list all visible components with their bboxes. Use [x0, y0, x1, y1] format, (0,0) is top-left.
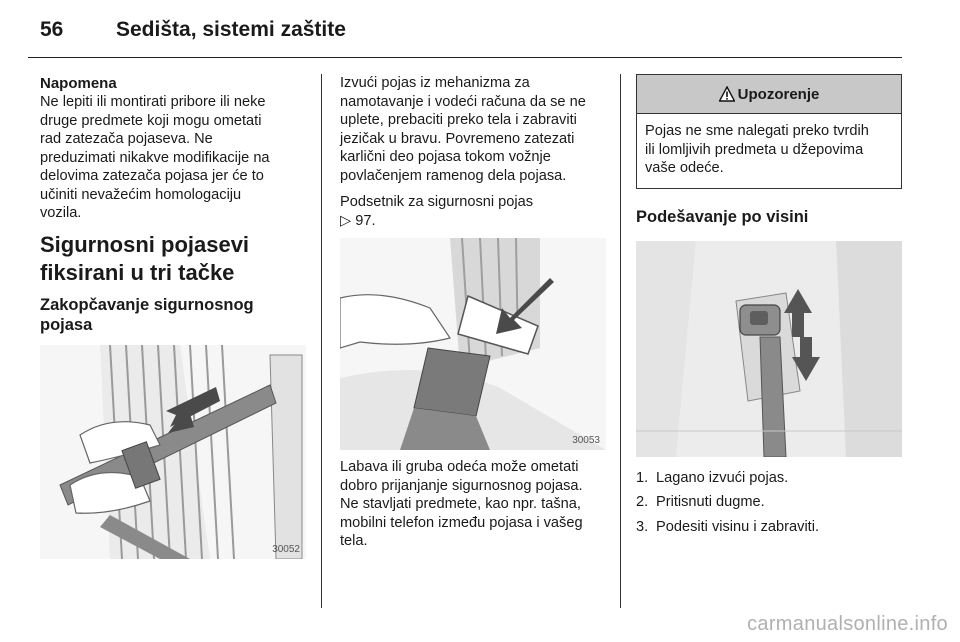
paragraph-line: Ne stavljati predmete, kao npr. tašna, [340, 496, 581, 512]
warning-title: Upozorenje [737, 85, 820, 103]
paragraph-line: karlični deo pojasa tokom vožnje [340, 149, 551, 165]
column-left [40, 74, 306, 559]
list-item [636, 469, 902, 488]
height-adjustment-drawing [636, 241, 902, 457]
buckle-insertion-illustration [340, 238, 606, 450]
column-divider-2 [620, 74, 621, 608]
list-item [636, 518, 902, 537]
subsection-heading-line: pojasa [40, 315, 93, 334]
note-line: Ne lepiti ili montirati pribore ili neke [40, 94, 266, 110]
section-heading-line: fiksirani u tri tačke [40, 259, 235, 285]
note-text [40, 93, 306, 223]
warning-header [637, 75, 901, 114]
header-rule [28, 57, 902, 58]
note-line: učiniti nevažećim homologaciju [40, 186, 242, 203]
note-line: druge predmete koji mogu ometati [40, 112, 262, 129]
figure-label: 30052 [272, 543, 300, 555]
step-number: 2. [636, 494, 649, 510]
buckle-insertion-drawing [340, 238, 606, 450]
paragraph-line: povlačenjem ramenog dela pojasa. [340, 167, 567, 184]
paragraph [340, 74, 606, 185]
seatbelt-fastening-drawing [40, 345, 306, 559]
note-title: Napomena [40, 75, 117, 92]
subsection-heading-line: Zakopčavanje sigurnosnog [40, 295, 254, 314]
cross-reference-page [340, 212, 606, 231]
watermark: carmanualsonline.info [747, 613, 948, 635]
page-reference-number: 97. [355, 212, 376, 229]
paragraph-line: Izvući pojas iz mehanizma za [340, 75, 530, 91]
warning-line: ili lomljivih predmeta u džepovima [645, 141, 864, 158]
seatbelt-fastening-illustration [40, 345, 306, 559]
step-text: Podesiti visinu i zabraviti. [656, 518, 820, 535]
column-divider-1 [321, 74, 322, 608]
step-text: Lagano izvući pojas. [656, 469, 789, 486]
warning-line: vaše odeće. [645, 160, 724, 176]
note-line: vozila. [40, 205, 82, 221]
page-number: 56 [40, 18, 64, 41]
warning-text [637, 114, 901, 188]
section-heading [40, 231, 306, 287]
list-item [636, 493, 902, 512]
cross-reference [340, 193, 606, 230]
height-adjustment-illustration [636, 241, 902, 457]
paragraph-line: jezičak u bravu. Povremeno zatezati [340, 130, 575, 147]
note-line: rad zatezača pojaseva. Ne [40, 131, 213, 147]
paragraph [340, 458, 606, 551]
note-line: delovima zatezača pojasa jer će to [40, 168, 264, 184]
column-right [636, 74, 902, 542]
page-reference-icon: ▷ [340, 212, 352, 229]
subsection-heading [40, 295, 306, 335]
step-number: 1. [636, 469, 649, 486]
subsection-heading: Podešavanje po visini [636, 207, 809, 226]
cross-reference-text: Podsetnik za sigurnosni pojas [340, 194, 534, 210]
note-line: preduzimati nikakve modifikacije na [40, 149, 270, 166]
warning-box [636, 74, 902, 189]
warning-line: Pojas ne sme nalegati preko tvrdih [645, 123, 869, 139]
paragraph-line: namotavanje i vodeći računa da se ne [340, 93, 586, 110]
step-text: Pritisnuti dugme. [656, 494, 765, 510]
paragraph-line: Labava ili gruba odeća može ometati [340, 459, 579, 475]
step-number: 3. [636, 518, 649, 535]
figure-label: 30053 [572, 435, 600, 446]
paragraph-line: mobilni telefon između pojasa i vašeg [340, 514, 583, 531]
page-title: Sedišta, sistemi zaštite [116, 18, 346, 41]
paragraph-line: dobro prijanjanje sigurnosnog pojasa. [340, 477, 583, 494]
paragraph-line: uplete, prebaciti preko tela i zabraviti [340, 112, 577, 128]
column-middle [340, 74, 606, 551]
paragraph-line: tela. [340, 533, 368, 549]
steps-list [636, 469, 902, 537]
warning-icon [719, 86, 735, 102]
section-heading-line: Sigurnosni pojasevi [40, 231, 250, 257]
